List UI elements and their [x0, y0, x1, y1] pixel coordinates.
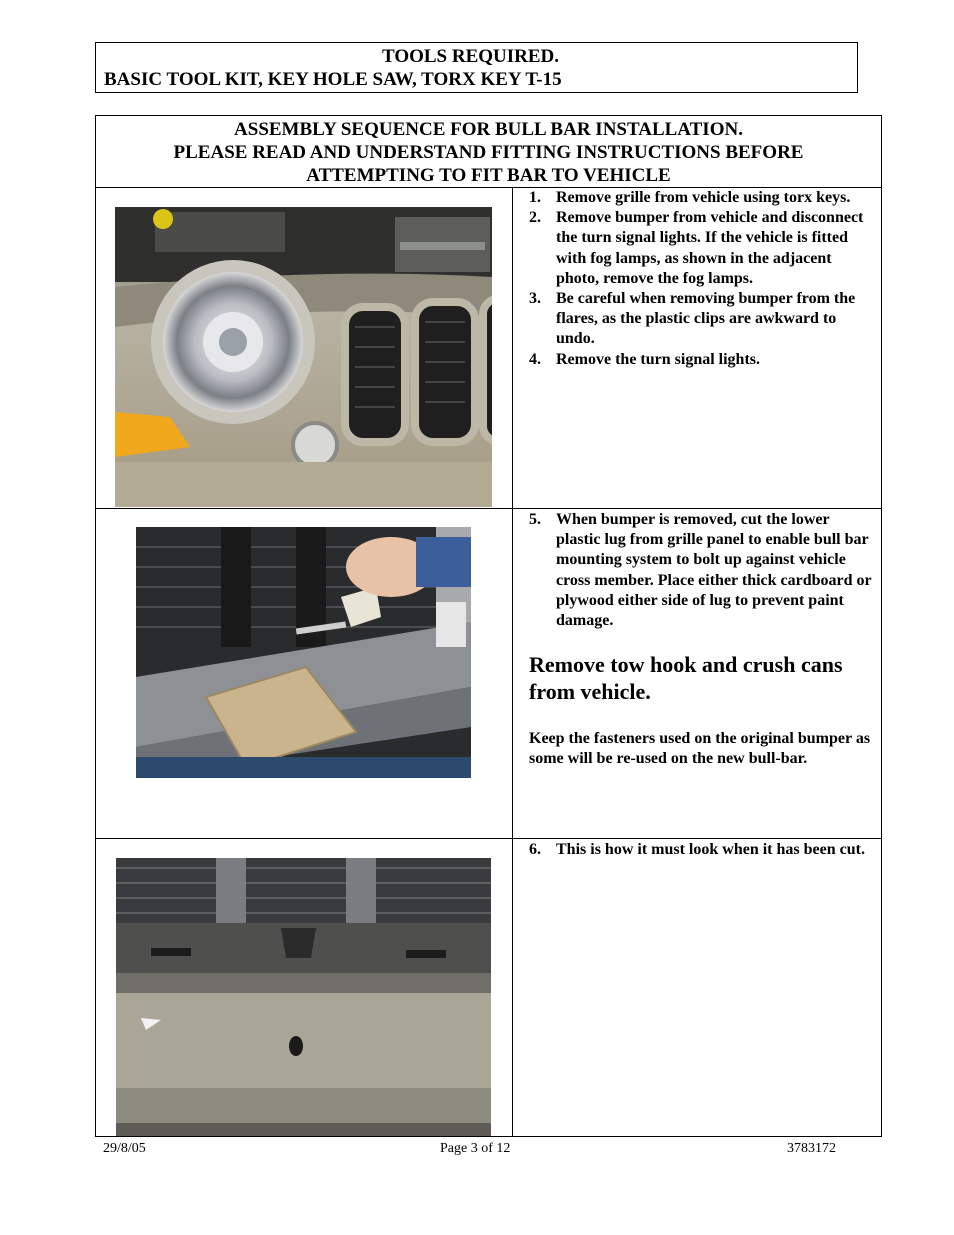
- tow-hook-heading: Remove tow hook and crush cans from vehicle.: [529, 652, 843, 705]
- table-row: [96, 508, 881, 839]
- cut-result-photo: [116, 858, 491, 1136]
- fasteners-note: Keep the fasteners used on the original bumper as some will be re-used on the new bull-bar.: [529, 730, 871, 768]
- step-number: 4.: [529, 350, 541, 368]
- sequence-header-line-1: ASSEMBLY SEQUENCE FOR BULL BAR INSTALLATION.: [234, 119, 743, 140]
- steps-list-1: [529, 188, 872, 370]
- step-number: 6.: [529, 841, 541, 858]
- step-text: When bumper is removed, cut the lower plastic lug from grille panel to enable bull bar mounting system to bolt up against vehicle cross member. Place either thick cardboard or plywood either side of lug to prevent paint damage.: [556, 511, 872, 630]
- step-text: Be careful when removing bumper from the flares, as the plastic clips are awkward to undo.: [556, 290, 856, 348]
- headlight-grille-photo: [115, 207, 492, 507]
- footer-page-number: Page 3 of 12: [440, 1141, 511, 1156]
- cutting-lug-photo: [136, 527, 471, 778]
- assembly-table: [95, 115, 882, 1137]
- table-row: [96, 188, 881, 509]
- step-number: 5.: [529, 511, 541, 528]
- steps-list-2: [529, 510, 872, 770]
- sequence-header: [96, 116, 881, 188]
- footer-date: 29/8/05: [103, 1141, 146, 1156]
- table-row: [96, 838, 881, 1136]
- list-item: [529, 208, 872, 289]
- list-item: [529, 350, 872, 370]
- tools-title: TOOLS REQUIRED.: [382, 46, 560, 67]
- step-text: Remove the turn signal lights.: [556, 350, 760, 368]
- list-item: [529, 188, 872, 208]
- steps-list-3: [529, 840, 872, 860]
- step-text: This is how it must look when it has been cut.: [556, 841, 865, 858]
- tools-required-box: [95, 42, 858, 93]
- footer-doc-number: 3783172: [787, 1141, 836, 1156]
- sequence-header-line-2: PLEASE READ AND UNDERSTAND FITTING INSTRUCTIONS BEFORE: [173, 142, 804, 163]
- step-number: 2.: [529, 209, 541, 227]
- list-item: [529, 510, 872, 631]
- list-item: [529, 289, 872, 350]
- step-text: Remove grille from vehicle using torx keys.: [556, 189, 851, 206]
- list-item: [529, 840, 872, 860]
- tools-list: BASIC TOOL KIT, KEY HOLE SAW, TORX KEY T-15: [104, 69, 562, 90]
- sequence-header-line-3: ATTEMPTING TO FIT BAR TO VEHICLE: [306, 165, 671, 186]
- step-text: Remove bumper from vehicle and disconnect the turn signal lights. If the vehicle is fitted with fog lamps, as shown in the adjacent photo, remove the fog lamps.: [556, 209, 864, 287]
- step-number: 1.: [529, 189, 541, 206]
- step-number: 3.: [529, 290, 541, 308]
